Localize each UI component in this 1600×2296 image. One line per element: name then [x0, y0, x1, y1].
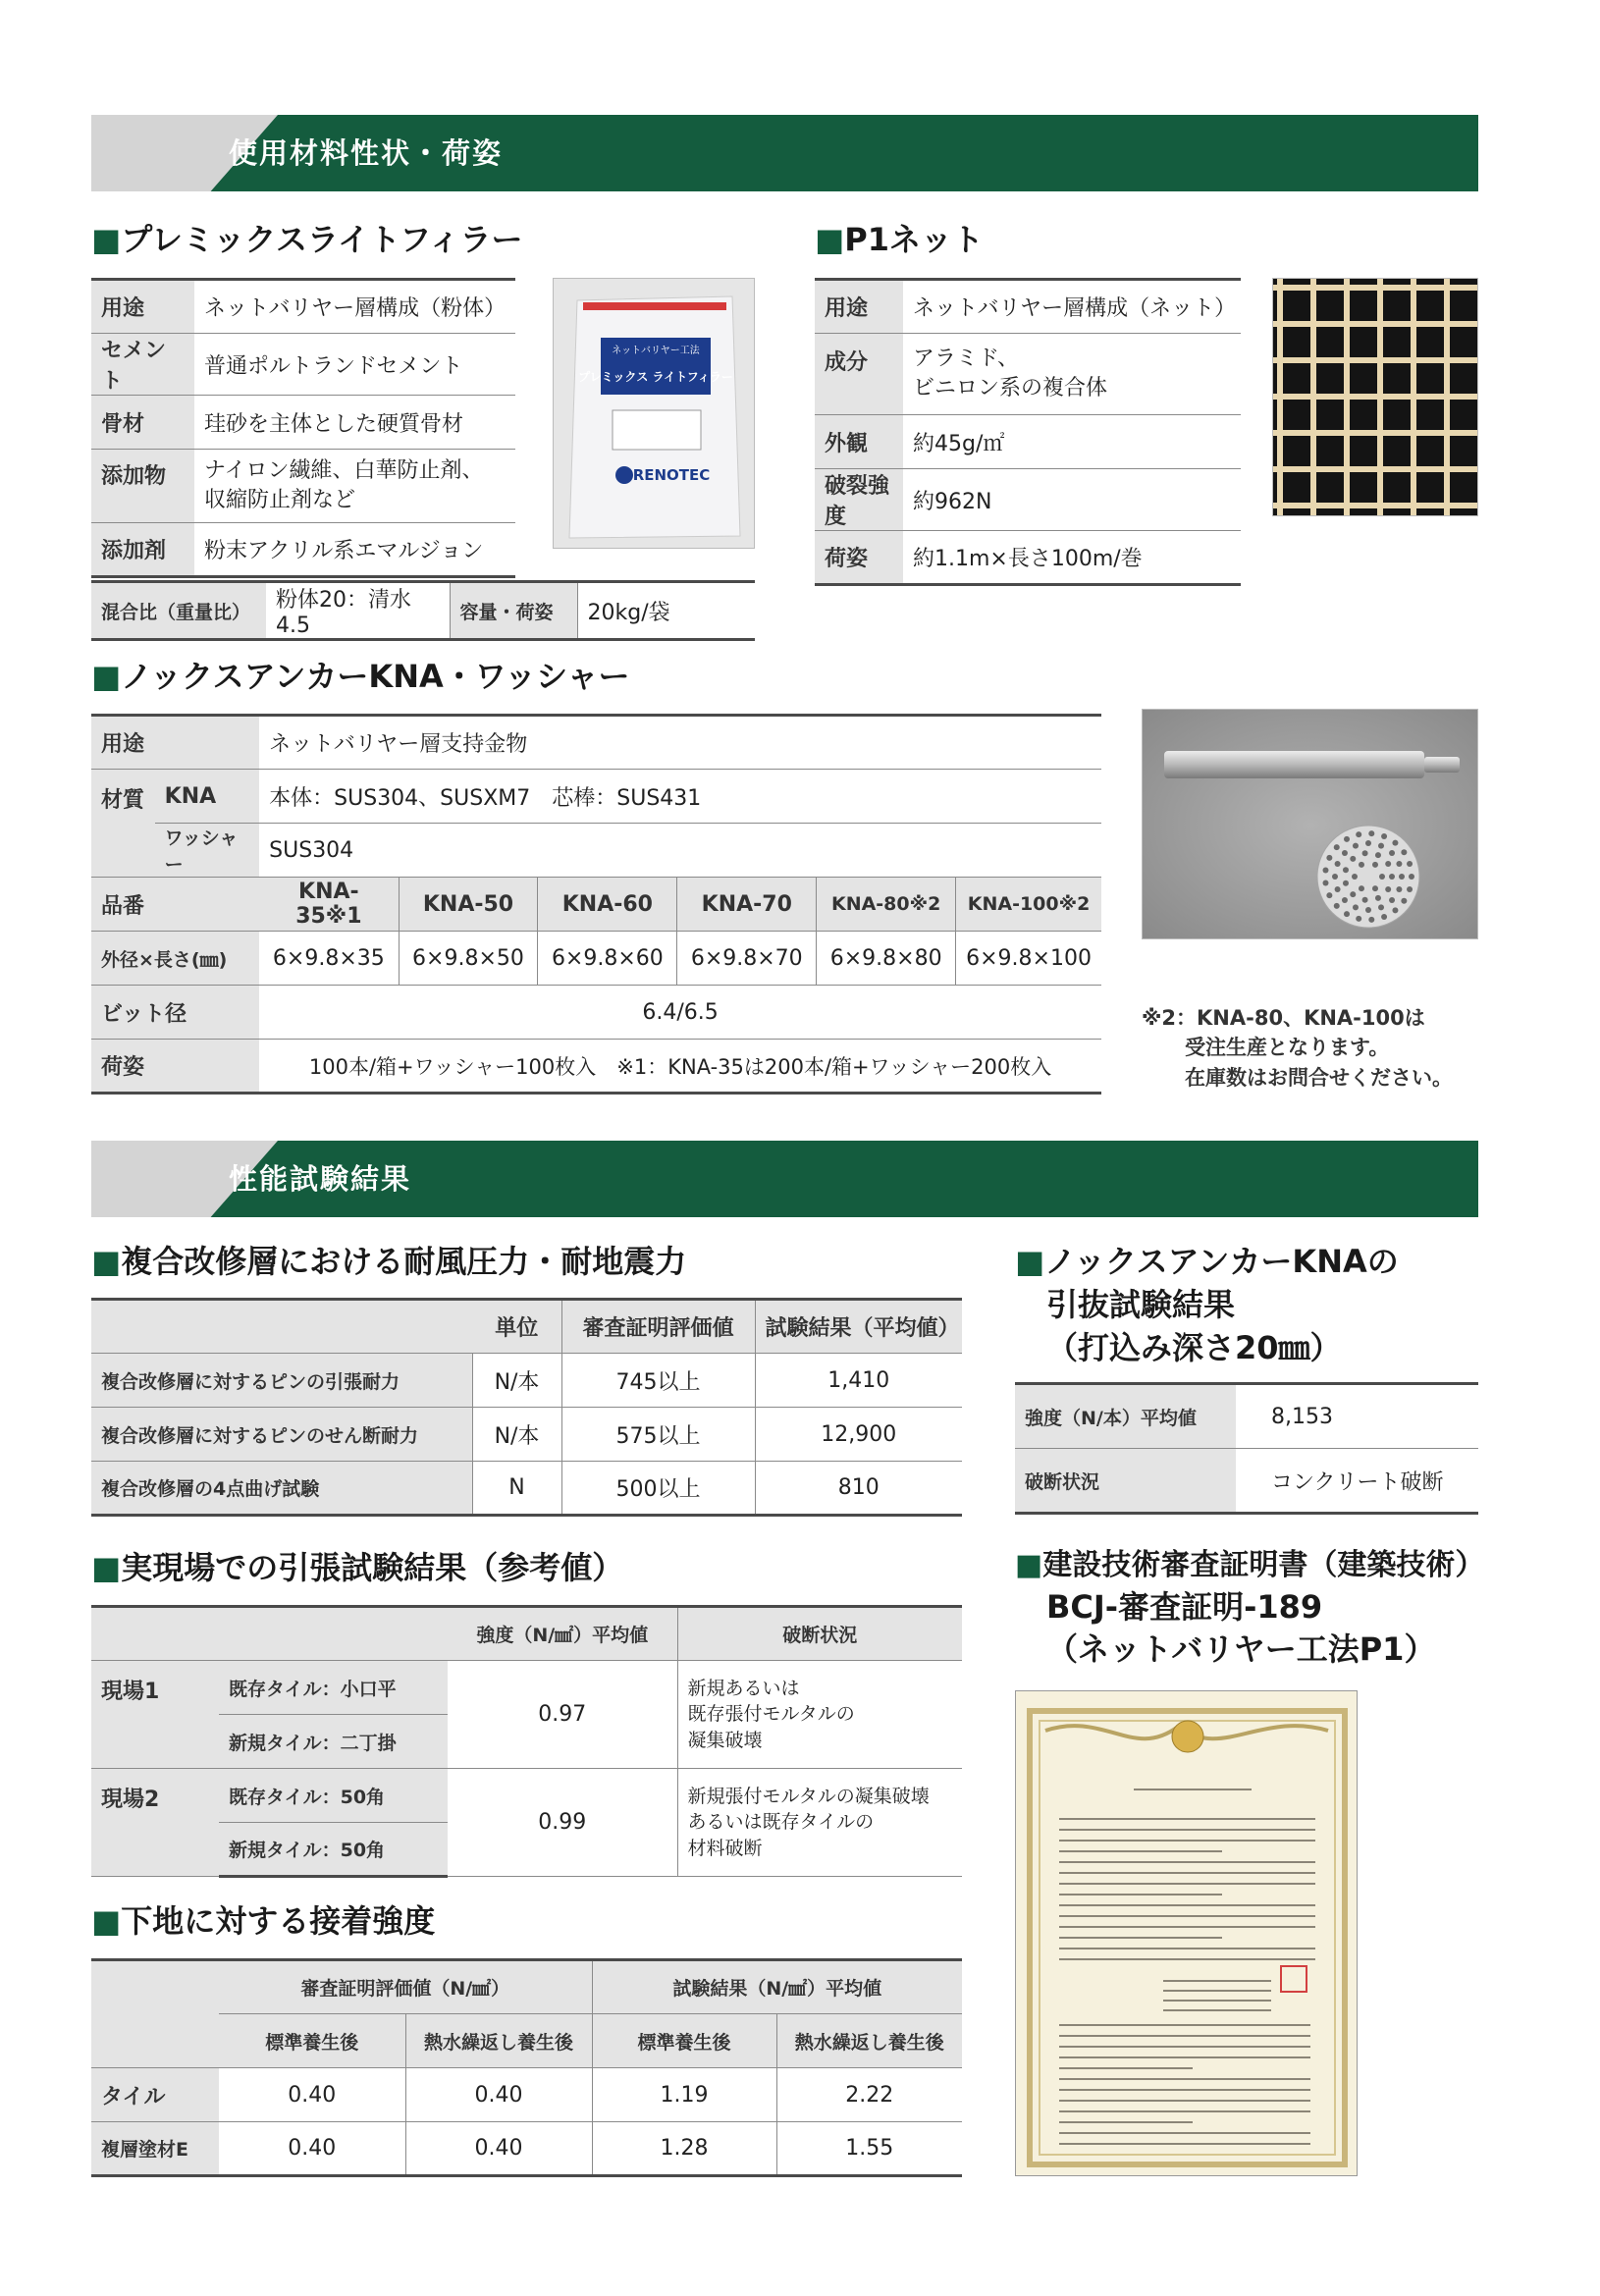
p1net-table: 用途 ネットバリヤー層構成（ネット） 成分 アラミド、 ビニロン系の複合体 外観 約45g/㎡ 破裂強度 約962N 荷姿 約1.1m×長さ100m/巻: [815, 278, 1241, 586]
pull-heading: ■ノックスアンカーKNAの 引抜試験結果 （打込み深さ20㎜）: [1015, 1243, 1399, 1367]
kna-table: 用途 ネットバリヤー層支持金物 材質 KNA 本体：SUS304、SUSXM7 芯棒：SUS431 ワッシャー SUS304 品番 KNA-35※1 KNA-50 KNA-60 KNA-70 KNA-80※2 KNA-100※2 外径×長さ(㎜) 6×9.8×35 6×9.8×50 6×9.8×60 6×9.8×70 6×9.8×80 6×9.8×100 ビット径 6.4/6.5 荷姿 100本/箱+ワッシャー100枚入 ※1：KNA-35は200本/箱+ワッシャー200枚入: [91, 714, 1101, 1095]
p1net-photo: [1272, 278, 1478, 516]
kna-note: ※2：KNA-80、KNA-100は 受注生産となります。 在庫数はお問合せください。: [1142, 1006, 1453, 1090]
wind-table: 単位 審査証明評価値 試験結果（平均値） 複合改修層に対するピンの引張耐力 N/本 745以上 1,410 複合改修層に対するピンのせん断耐力 N/本 575以上 12,900 複合改修層の4点曲げ試験 N 500以上 810: [91, 1298, 962, 1517]
certificate-image: [1015, 1690, 1358, 2176]
kna-heading: ■ノックスアンカーKNA・ワッシャー: [91, 658, 630, 695]
section-title: 性能試験結果: [229, 1162, 412, 1196]
premix-mix-table: 混合比（重量比） 粉体20：清水4.5 容量・荷姿 20kg/袋: [91, 580, 755, 641]
field-heading: ■実現場での引張試験結果（参考値）: [91, 1549, 624, 1586]
bag-line2: プレミックス ライトフィラー: [578, 370, 733, 384]
bag-brand: RENOTEC: [632, 466, 711, 484]
premix-heading: ■プレミックスライトフィラー: [91, 221, 523, 258]
section-banner-results: [91, 1141, 1478, 1217]
p1net-heading: ■P1ネット: [815, 221, 984, 258]
adhesion-table: 審査証明評価値（N/㎟） 試験結果（N/㎟）平均値 標準養生後 熱水繰返し養生後 標準養生後 熱水繰返し養生後 タイル 0.40 0.40 1.19 2.22 複層塗材E 0.40 0.40 1.28 1.55: [91, 1958, 962, 2177]
cert-heading: ■建設技術審査証明書（建築技術） BCJ-審査証明-189 （ネットバリヤー工法P1）: [1015, 1548, 1485, 1669]
pull-table: 強度（N/本）平均値 8,153 破断状況 コンクリート破断: [1015, 1382, 1478, 1515]
wind-heading: ■複合改修層における耐風圧力・耐地震力: [91, 1243, 687, 1280]
adhesion-heading: ■下地に対する接着強度: [91, 1902, 436, 1940]
premix-table: 用途 ネットバリヤー層構成（粉体） セメント 普通ポルトランドセメント 骨材 珪砂を主体とした硬質骨材 添加物 ナイロン繊維、白華防止剤、 収縮防止剤など 添加剤 粉末アクリル系エマルジョン: [91, 278, 515, 578]
field-table: 強度（N/㎟）平均値 破断状況 現場1 既存タイル：小口平 0.97 新規あるいは 既存張付モルタルの 凝集破壊 新規タイル：二丁掛 現場2 既存タイル：50角 0.99 新規張付モルタルの凝集破壊 あるいは既存タイルの 材料破断 新規タイル：50角: [91, 1605, 962, 1878]
section-title: 使用材料性状・荷姿: [229, 136, 504, 170]
section-banner-materials: [91, 115, 1478, 191]
bag-line1: ネットバリヤー工法: [612, 346, 700, 356]
kna-photo: [1142, 709, 1478, 939]
premix-bag-photo: [553, 278, 755, 549]
